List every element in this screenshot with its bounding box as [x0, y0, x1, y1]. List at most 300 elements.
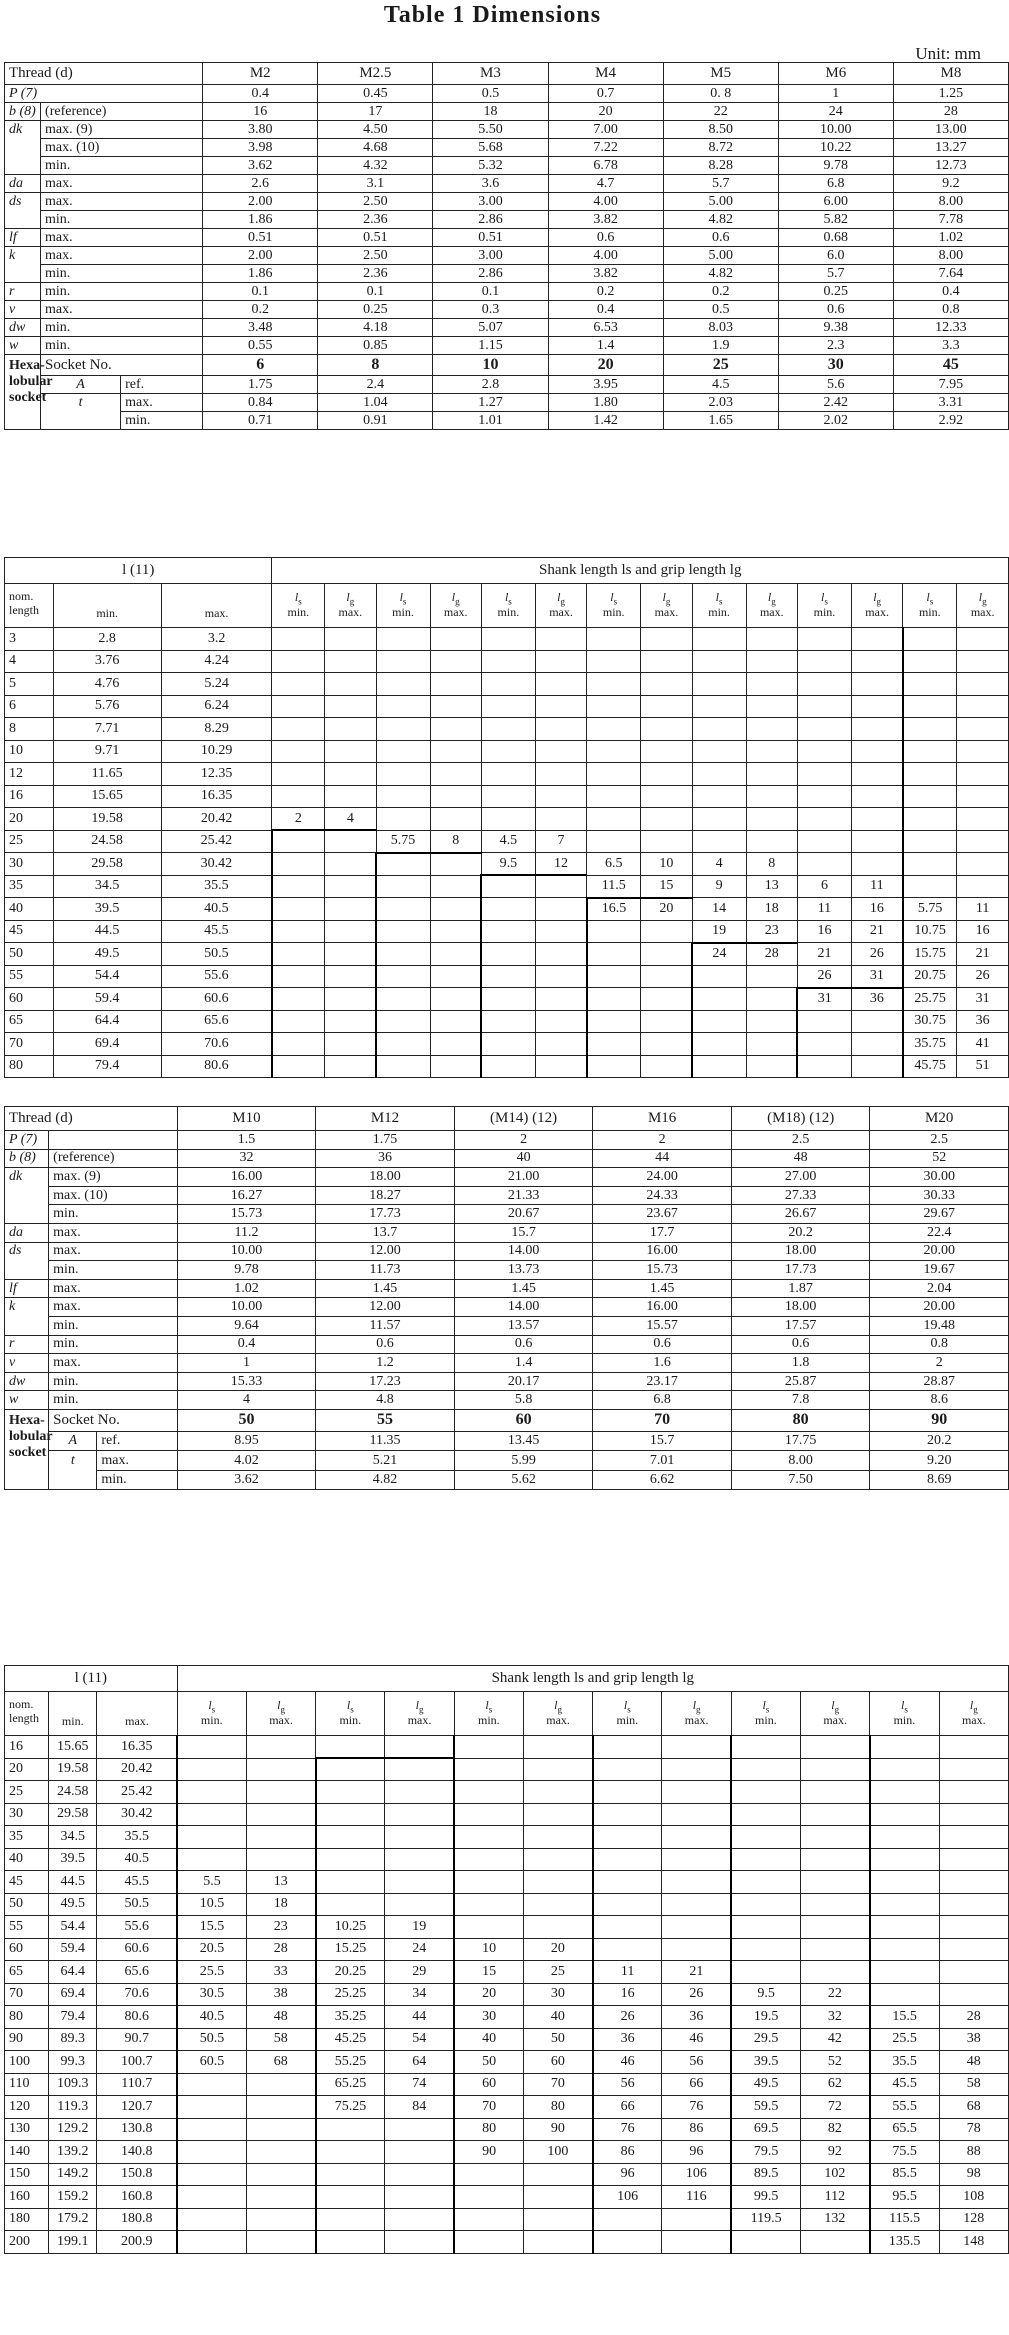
grid-value — [272, 763, 325, 786]
grid-value — [797, 763, 851, 786]
grid-value: 45.5 — [870, 2073, 939, 2096]
socket-param: t — [49, 1451, 97, 1471]
socket-value: 0.91 — [318, 412, 433, 430]
grid-value: 56 — [593, 2073, 662, 2096]
grid-value — [430, 740, 481, 763]
dimension-value: 0.55 — [203, 337, 318, 355]
grid-value — [692, 830, 746, 853]
grid-value — [870, 1871, 939, 1894]
param-symbol: b (8) — [5, 103, 41, 121]
param-symbol: dk — [5, 1168, 49, 1187]
grid-value: 16 — [957, 920, 1009, 943]
socket-value: 9.20 — [870, 1451, 1009, 1471]
grid-value: 52 — [801, 2051, 870, 2074]
grid-value: 90 — [523, 2118, 592, 2141]
grid-value: 36 — [851, 988, 902, 1011]
nominal-length: 35 — [5, 1826, 49, 1849]
dimension-value: 1.45 — [454, 1279, 593, 1298]
grid-value — [454, 1736, 523, 1759]
grid-value — [692, 1033, 746, 1056]
grid-value — [641, 650, 692, 673]
grid-value — [939, 1983, 1008, 2006]
length-min: 19.58 — [49, 1758, 97, 1781]
socket-value: 5.99 — [454, 1451, 593, 1471]
thread-size: M16 — [593, 1107, 732, 1131]
grid-value — [177, 2186, 246, 2209]
dimension-value: 0.6 — [454, 1335, 593, 1354]
grid-value: 56 — [662, 2051, 731, 2074]
length-max: 30.42 — [161, 853, 272, 876]
grid-value: 84 — [385, 2096, 454, 2119]
grid-value — [454, 1758, 523, 1781]
grid-value: 32 — [801, 2006, 870, 2029]
length-min: 15.65 — [49, 1736, 97, 1759]
dimension-value: 0.5 — [433, 85, 548, 103]
grid-value — [851, 673, 902, 696]
grid-value: 9.5 — [731, 1983, 800, 2006]
nominal-length: 55 — [5, 1916, 49, 1939]
param-qualifier: max. (10) — [49, 1186, 178, 1205]
dimension-value: 1.25 — [893, 85, 1008, 103]
grid-value — [376, 808, 430, 831]
socket-no-label: Socket No. — [49, 1409, 178, 1431]
grid-value: 69.5 — [731, 2118, 800, 2141]
length-max: 110.7 — [97, 2073, 177, 2096]
socket-value: 3.31 — [893, 394, 1008, 412]
dimension-value: 17 — [318, 103, 433, 121]
grid-value — [376, 1033, 430, 1056]
grid-value — [246, 1826, 315, 1849]
dimension-value: 18.00 — [731, 1298, 870, 1317]
dimension-value: 27.33 — [731, 1186, 870, 1205]
nominal-length: 10 — [5, 740, 54, 763]
socket-value: 7.01 — [593, 1451, 732, 1471]
grid-value — [454, 2163, 523, 2186]
grid-value — [797, 673, 851, 696]
grid-value — [587, 965, 641, 988]
grid-value: 96 — [662, 2141, 731, 2164]
grid-value — [903, 853, 957, 876]
grid-value: 90 — [454, 2141, 523, 2164]
dimension-value: 2 — [593, 1131, 732, 1150]
grid-value — [797, 628, 851, 651]
grid-value: 28 — [746, 943, 797, 966]
grid-value: 26 — [662, 1983, 731, 2006]
nominal-length: 12 — [5, 763, 54, 786]
grid-value: 132 — [801, 2208, 870, 2231]
param-qualifier: max. — [41, 247, 203, 265]
grid-value — [481, 650, 535, 673]
dimension-value: 0.85 — [318, 337, 433, 355]
grid-value — [325, 763, 376, 786]
param-qualifier: max. — [49, 1223, 178, 1242]
grid-value — [593, 1871, 662, 1894]
param-symbol: k — [5, 247, 41, 265]
grid-value — [481, 808, 535, 831]
dimension-value: 0. 8 — [663, 85, 778, 103]
dimension-value: 0.6 — [593, 1335, 732, 1354]
dimension-value: 5.7 — [778, 265, 893, 283]
grid-value — [430, 853, 481, 876]
thread-size: M8 — [893, 63, 1008, 85]
grid-value: 26 — [593, 2006, 662, 2029]
grid-value — [662, 1758, 731, 1781]
nominal-length: 45 — [5, 1871, 49, 1894]
grid-value — [430, 1055, 481, 1078]
grid-value — [246, 2141, 315, 2164]
grid-value — [316, 1781, 385, 1804]
dimension-value: 6.8 — [593, 1391, 732, 1410]
grid-value: 25.5 — [870, 2028, 939, 2051]
dimension-value: 29.67 — [870, 1205, 1009, 1224]
dimension-value: 17.23 — [316, 1372, 455, 1391]
grid-value — [797, 718, 851, 741]
nominal-length: 80 — [5, 2006, 49, 2029]
param-qualifier: max. — [41, 301, 203, 319]
dimension-value: 32 — [177, 1149, 316, 1168]
grid-value — [903, 695, 957, 718]
grid-value: 135.5 — [870, 2231, 939, 2254]
grid-value: 66 — [593, 2096, 662, 2119]
ls-min-header: $l_s$ min. — [797, 584, 851, 628]
grid-value — [535, 1055, 586, 1078]
grid-value — [641, 943, 692, 966]
param-symbol — [5, 211, 41, 229]
dimension-value: 30.33 — [870, 1186, 1009, 1205]
grid-value: 20 — [523, 1938, 592, 1961]
dimension-value: 18.00 — [316, 1168, 455, 1187]
grid-value: 21 — [797, 943, 851, 966]
grid-value — [801, 1871, 870, 1894]
dimension-value: 19.48 — [870, 1316, 1009, 1335]
dimension-value: 12.33 — [893, 319, 1008, 337]
grid-value — [939, 1781, 1008, 1804]
dimension-value: 2.5 — [731, 1131, 870, 1150]
grid-value — [801, 1758, 870, 1781]
grid-value — [535, 628, 586, 651]
dimension-value: 8.28 — [663, 157, 778, 175]
grid-value: 6 — [797, 875, 851, 898]
grid-value — [177, 1781, 246, 1804]
nominal-length: 80 — [5, 1055, 54, 1078]
grid-value — [801, 1803, 870, 1826]
grid-value — [939, 1916, 1008, 1939]
grid-value — [957, 628, 1009, 651]
length-min: 24.58 — [49, 1781, 97, 1804]
grid-value — [870, 1848, 939, 1871]
grid-value — [535, 695, 586, 718]
grid-value: 58 — [246, 2028, 315, 2051]
socket-number: 55 — [316, 1409, 455, 1431]
grid-value: 15.5 — [177, 1916, 246, 1939]
grid-value: 11 — [593, 1961, 662, 1984]
length-min: 64.4 — [49, 1961, 97, 1984]
grid-value — [939, 1736, 1008, 1759]
dimension-value: 10.00 — [177, 1298, 316, 1317]
grid-value — [376, 718, 430, 741]
dimension-value: 18.27 — [316, 1186, 455, 1205]
dimension-value: 6.0 — [778, 247, 893, 265]
nominal-length: 60 — [5, 988, 54, 1011]
param-qualifier: min. — [49, 1205, 178, 1224]
dimension-value: 5.8 — [454, 1391, 593, 1410]
grid-value — [376, 920, 430, 943]
dimension-value: 0.8 — [893, 301, 1008, 319]
dimension-value: 2.00 — [203, 247, 318, 265]
grid-value: 14 — [692, 898, 746, 921]
length-min: 15.65 — [53, 785, 161, 808]
length-max: 20.42 — [97, 1758, 177, 1781]
nominal-length: 120 — [5, 2096, 49, 2119]
dimension-value: 0.2 — [663, 283, 778, 301]
dimension-value: 0.4 — [548, 301, 663, 319]
grid-value — [870, 1938, 939, 1961]
grid-value — [385, 1826, 454, 1849]
grid-value: 116 — [662, 2186, 731, 2209]
dimension-value: 9.2 — [893, 175, 1008, 193]
param-symbol: P (7) — [5, 1131, 49, 1150]
grid-value — [523, 2208, 592, 2231]
grid-value: 21 — [851, 920, 902, 943]
grid-value: 20.5 — [177, 1938, 246, 1961]
grid-value — [177, 1848, 246, 1871]
socket-value: 1.04 — [318, 394, 433, 412]
grid-value: 48 — [246, 2006, 315, 2029]
grid-value — [376, 673, 430, 696]
socket-param: A — [49, 1431, 97, 1451]
grid-value — [246, 2118, 315, 2141]
param-qualifier: min. — [41, 211, 203, 229]
dimension-value: 0.6 — [316, 1335, 455, 1354]
grid-value — [746, 1010, 797, 1033]
dimension-value: 6.8 — [778, 175, 893, 193]
dimension-value: 3.82 — [548, 265, 663, 283]
grid-value — [523, 1781, 592, 1804]
dimension-value: 7.8 — [731, 1391, 870, 1410]
grid-value — [430, 898, 481, 921]
grid-value: 50 — [454, 2051, 523, 2074]
grid-value: 15.5 — [870, 2006, 939, 2029]
nominal-length: 30 — [5, 1803, 49, 1826]
grid-value — [385, 2141, 454, 2164]
nominal-length-header: nom. length — [5, 584, 54, 628]
grid-value: 33 — [246, 1961, 315, 1984]
grid-value — [385, 1803, 454, 1826]
shank-grip-header: Shank length ls and grip length lg — [272, 558, 1009, 584]
dimension-value: 3.80 — [203, 121, 318, 139]
grid-value — [851, 1055, 902, 1078]
grid-value: 11 — [957, 898, 1009, 921]
grid-value — [851, 830, 902, 853]
grid-value — [797, 808, 851, 831]
grid-value — [316, 2163, 385, 2186]
grid-value — [376, 965, 430, 988]
param-qualifier — [49, 1131, 178, 1150]
dimension-value: 8.50 — [663, 121, 778, 139]
grid-value — [903, 718, 957, 741]
length-max: 45.5 — [161, 920, 272, 943]
socket-value: 2.42 — [778, 394, 893, 412]
length-min: 149.2 — [49, 2163, 97, 2186]
grid-value — [376, 740, 430, 763]
grid-value: 30 — [454, 2006, 523, 2029]
length-max: 140.8 — [97, 2141, 177, 2164]
grid-value — [731, 1848, 800, 1871]
grid-value — [957, 695, 1009, 718]
grid-value — [903, 740, 957, 763]
ls-min-header: $l_s$ min. — [177, 1692, 246, 1736]
length-max: 8.29 — [161, 718, 272, 741]
grid-value — [692, 763, 746, 786]
dimension-value: 3.00 — [433, 247, 548, 265]
length-min: 39.5 — [53, 898, 161, 921]
grid-value — [746, 763, 797, 786]
length-min: 11.65 — [53, 763, 161, 786]
grid-value — [385, 2118, 454, 2141]
param-symbol: da — [5, 175, 41, 193]
dimension-value: 0.7 — [548, 85, 663, 103]
grid-value — [523, 1736, 592, 1759]
param-symbol: v — [5, 301, 41, 319]
grid-value — [454, 1848, 523, 1871]
grid-value: 45.25 — [316, 2028, 385, 2051]
grid-value — [325, 1010, 376, 1033]
nominal-length: 50 — [5, 1893, 49, 1916]
socket-number: 80 — [731, 1409, 870, 1431]
grid-value: 48 — [939, 2051, 1008, 2074]
socket-value: 2.02 — [778, 412, 893, 430]
length-min: 49.5 — [53, 943, 161, 966]
grid-value — [641, 673, 692, 696]
grid-value: 4.5 — [481, 830, 535, 853]
grid-value — [692, 988, 746, 1011]
grid-value — [731, 1781, 800, 1804]
grid-value: 21 — [662, 1961, 731, 1984]
grid-value: 45.75 — [903, 1055, 957, 1078]
grid-value: 78 — [939, 2118, 1008, 2141]
thread-size: (M18) (12) — [731, 1107, 870, 1131]
grid-value — [797, 853, 851, 876]
socket-value: 1.01 — [433, 412, 548, 430]
dimension-value: 8.00 — [893, 247, 1008, 265]
grid-value — [454, 1916, 523, 1939]
length-max: 40.5 — [161, 898, 272, 921]
grid-value — [870, 1961, 939, 1984]
grid-value — [481, 628, 535, 651]
grid-value: 4 — [692, 853, 746, 876]
grid-value — [523, 1893, 592, 1916]
length-min: 119.3 — [49, 2096, 97, 2119]
grid-value — [957, 763, 1009, 786]
param-symbol: lf — [5, 229, 41, 247]
grid-value — [870, 1803, 939, 1826]
grid-value — [325, 898, 376, 921]
grid-value — [587, 673, 641, 696]
grid-value: 119.5 — [731, 2208, 800, 2231]
grid-value — [523, 1826, 592, 1849]
dimension-value: 0.25 — [778, 283, 893, 301]
socket-value: 4.82 — [316, 1470, 455, 1490]
grid-value — [430, 628, 481, 651]
grid-value — [797, 830, 851, 853]
dimension-value: 16.00 — [593, 1298, 732, 1317]
length-max: 60.6 — [97, 1938, 177, 1961]
socket-qualifier: min. — [97, 1470, 177, 1490]
grid-value — [851, 628, 902, 651]
grid-value — [177, 1736, 246, 1759]
length-max: 160.8 — [97, 2186, 177, 2209]
grid-value — [325, 853, 376, 876]
grid-value: 58 — [939, 2073, 1008, 2096]
grid-value — [325, 718, 376, 741]
grid-value — [325, 785, 376, 808]
length-max: 65.6 — [161, 1010, 272, 1033]
grid-value: 44 — [385, 2006, 454, 2029]
grid-value — [430, 943, 481, 966]
grid-value — [523, 2186, 592, 2209]
dimension-value: 1.2 — [316, 1354, 455, 1373]
nominal-length: 3 — [5, 628, 54, 651]
grid-value: 85.5 — [870, 2163, 939, 2186]
grid-value — [746, 808, 797, 831]
grid-value — [731, 1758, 800, 1781]
dimension-value: 1.87 — [731, 1279, 870, 1298]
grid-value: 39.5 — [731, 2051, 800, 2074]
grid-value — [272, 718, 325, 741]
socket-value: 2.03 — [663, 394, 778, 412]
grid-value: 55.25 — [316, 2051, 385, 2074]
length-min: 3.76 — [53, 650, 161, 673]
nominal-length: 30 — [5, 853, 54, 876]
dimension-value: 16 — [203, 103, 318, 121]
grid-value — [593, 1893, 662, 1916]
param-symbol: r — [5, 283, 41, 301]
socket-qualifier: max. — [97, 1451, 177, 1471]
grid-value: 31 — [851, 965, 902, 988]
dimension-value: 1.45 — [316, 1279, 455, 1298]
grid-value — [731, 1916, 800, 1939]
grid-value: 148 — [939, 2231, 1008, 2254]
dimension-value: 20.67 — [454, 1205, 593, 1224]
grid-value — [316, 1871, 385, 1894]
grid-value — [376, 763, 430, 786]
dimension-value: 3.1 — [318, 175, 433, 193]
param-symbol: lf — [5, 1279, 49, 1298]
grid-value — [593, 2208, 662, 2231]
dimension-value: 1.8 — [731, 1354, 870, 1373]
grid-value — [385, 1848, 454, 1871]
lg-max-header: $l_g$ max. — [246, 1692, 315, 1736]
dimension-value: 8.03 — [663, 319, 778, 337]
dimension-value: 0.4 — [177, 1335, 316, 1354]
grid-value — [641, 740, 692, 763]
grid-value: 80 — [454, 2118, 523, 2141]
socket-value: 5.21 — [316, 1451, 455, 1471]
length-min: 29.58 — [49, 1803, 97, 1826]
nominal-length: 160 — [5, 2186, 49, 2209]
grid-value — [316, 1736, 385, 1759]
length-max: 200.9 — [97, 2231, 177, 2254]
nominal-length-header: nom. length — [5, 1692, 49, 1736]
param-symbol: ds — [5, 193, 41, 211]
length-max: 80.6 — [161, 1055, 272, 1078]
grid-value — [692, 785, 746, 808]
grid-value — [430, 650, 481, 673]
grid-value — [746, 673, 797, 696]
socket-value: 11.35 — [316, 1431, 455, 1451]
socket-value: 8.95 — [177, 1431, 316, 1451]
grid-value — [870, 1781, 939, 1804]
